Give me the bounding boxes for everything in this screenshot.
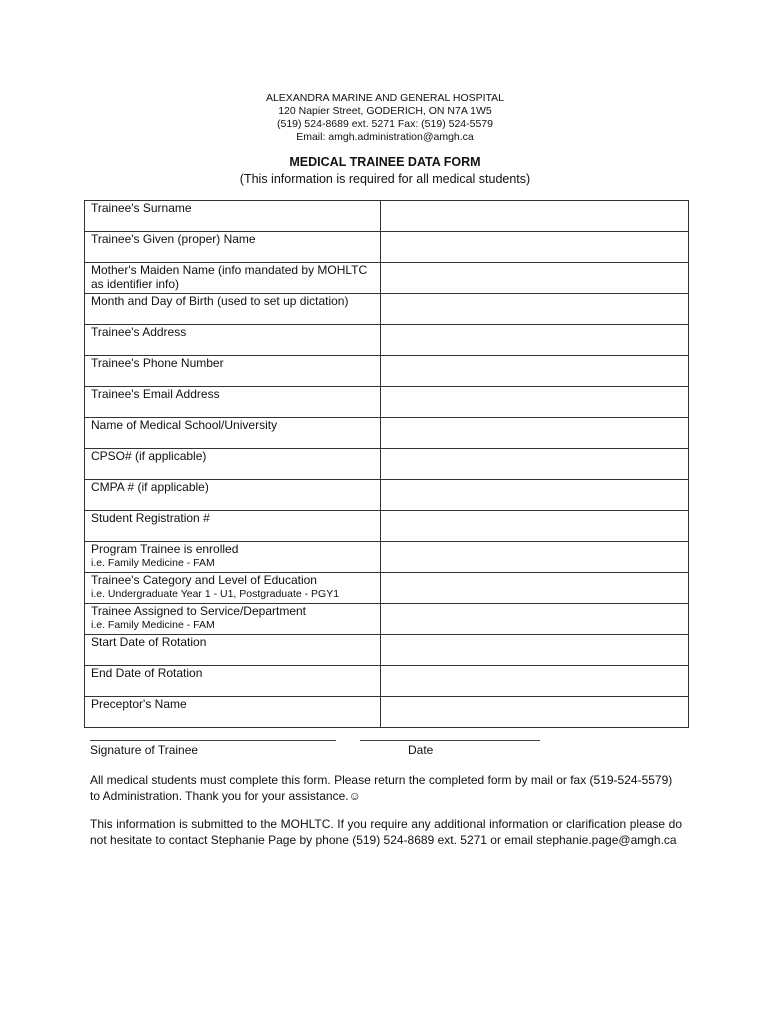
field-label: Trainee's Surname xyxy=(91,201,192,215)
field-label-cell xyxy=(85,511,381,542)
field-label-cell xyxy=(85,263,381,294)
field-value-cell[interactable] xyxy=(381,356,689,387)
field-label: Trainee's Given (proper) Name xyxy=(91,232,256,246)
date-line[interactable] xyxy=(360,728,540,741)
field-label: Trainee's Address xyxy=(91,325,187,339)
field-value-cell[interactable] xyxy=(381,573,689,604)
field-label: CPSO# (if applicable) xyxy=(91,449,207,463)
field-label: Month and Day of Birth (used to set up dictation) xyxy=(91,294,349,308)
field-label: Start Date of Rotation xyxy=(91,635,207,649)
field-input[interactable] xyxy=(381,635,688,664)
field-input[interactable] xyxy=(381,573,688,602)
contact-paragraph: This information is submitted to the MOHLTC. If you require any additional information or clarification please do not hesitate to contact Stephanie Page by phone (519) 524-8689 ext. 5271 or email stephanie.page@amgh.ca xyxy=(90,817,682,847)
field-label-cell xyxy=(85,232,381,263)
hospital-email: Email: amgh.administration@amgh.ca xyxy=(296,131,474,143)
field-input[interactable] xyxy=(381,356,688,385)
table-row xyxy=(85,542,689,573)
form-title: MEDICAL TRAINEE DATA FORM xyxy=(289,155,481,169)
form-title-block xyxy=(0,155,770,187)
field-value-cell[interactable] xyxy=(381,325,689,356)
field-value-cell[interactable] xyxy=(381,666,689,697)
field-label-cell xyxy=(85,604,381,635)
date-label: Date xyxy=(408,743,434,757)
table-row xyxy=(85,480,689,511)
field-value-cell[interactable] xyxy=(381,232,689,263)
field-label-cell xyxy=(85,418,381,449)
field-label-cell xyxy=(85,573,381,604)
field-example: i.e. Family Medicine - FAM xyxy=(91,618,215,631)
signature-line[interactable] xyxy=(90,728,336,741)
field-input[interactable] xyxy=(381,449,688,478)
field-value-cell[interactable] xyxy=(381,635,689,666)
field-label: Trainee's Email Address xyxy=(91,387,220,401)
form-subtitle: (This information is required for all medical students) xyxy=(239,172,531,186)
field-label: CMPA # (if applicable) xyxy=(91,480,209,494)
field-input[interactable] xyxy=(381,325,688,354)
field-input[interactable] xyxy=(381,418,688,447)
field-example: i.e. Family Medicine - FAM xyxy=(91,556,215,569)
table-row xyxy=(85,573,689,604)
field-input[interactable] xyxy=(381,666,688,695)
field-label: Trainee's Phone Number xyxy=(91,356,224,370)
field-label-cell xyxy=(85,201,381,232)
field-value-cell[interactable] xyxy=(381,294,689,325)
field-label: Preceptor's Name xyxy=(91,697,187,711)
field-label: End Date of Rotation xyxy=(91,666,203,680)
hospital-name: ALEXANDRA MARINE AND GENERAL HOSPITAL xyxy=(265,92,505,104)
field-label-cell xyxy=(85,635,381,666)
field-label-cell xyxy=(85,325,381,356)
field-value-cell[interactable] xyxy=(381,263,689,294)
field-label-cell xyxy=(85,542,381,573)
trainee-data-table xyxy=(84,200,689,728)
hospital-address: 120 Napier Street, GODERICH, ON N7A 1W5 xyxy=(278,105,492,117)
field-input[interactable] xyxy=(381,542,688,571)
table-row xyxy=(85,356,689,387)
field-input[interactable] xyxy=(381,387,688,416)
field-label: Program Trainee is enrolled xyxy=(91,542,239,556)
table-row xyxy=(85,697,689,728)
table-row xyxy=(85,418,689,449)
table-row xyxy=(85,263,689,294)
field-label-cell xyxy=(85,294,381,325)
hospital-phone-fax: (519) 524-8689 ext. 5271 Fax: (519) 524-5579 xyxy=(277,118,493,130)
field-value-cell[interactable] xyxy=(381,449,689,480)
table-row xyxy=(85,666,689,697)
field-value-cell[interactable] xyxy=(381,604,689,635)
table-row xyxy=(85,325,689,356)
field-value-cell[interactable] xyxy=(381,418,689,449)
field-input[interactable] xyxy=(381,294,688,323)
field-input[interactable] xyxy=(381,263,688,292)
field-input[interactable] xyxy=(381,604,688,633)
field-label-cell xyxy=(85,697,381,728)
field-example: i.e. Undergraduate Year 1 - U1, Postgraduate - PGY1 xyxy=(91,587,340,600)
field-label: Name of Medical School/University xyxy=(91,418,278,432)
field-label-cell xyxy=(85,387,381,418)
field-value-cell[interactable] xyxy=(381,387,689,418)
field-input[interactable] xyxy=(381,480,688,509)
table-row xyxy=(85,294,689,325)
field-input[interactable] xyxy=(381,201,688,230)
field-label-cell xyxy=(85,666,381,697)
field-value-cell[interactable] xyxy=(381,511,689,542)
field-input[interactable] xyxy=(381,697,688,726)
field-label: Trainee's Category and Level of Education xyxy=(91,573,317,587)
table-row xyxy=(85,232,689,263)
hospital-header xyxy=(0,92,770,144)
table-row xyxy=(85,387,689,418)
field-value-cell[interactable] xyxy=(381,201,689,232)
field-value-cell[interactable] xyxy=(381,480,689,511)
field-input[interactable] xyxy=(381,511,688,540)
signature-label: Signature of Trainee xyxy=(90,743,199,757)
instructions-paragraph: All medical students must complete this form. Please return the completed form by mail or fax (519-524-5579) to Administration. Thank you for your assistance.☺ xyxy=(90,773,673,803)
field-label: Mother's Maiden Name (info mandated by MOHLTC as identifier info) xyxy=(91,263,368,291)
table-row xyxy=(85,604,689,635)
field-value-cell[interactable] xyxy=(381,542,689,573)
field-label-cell xyxy=(85,480,381,511)
table-row xyxy=(85,511,689,542)
table-row xyxy=(85,449,689,480)
field-label-cell xyxy=(85,356,381,387)
field-label: Trainee Assigned to Service/Department xyxy=(91,604,306,618)
table-row xyxy=(85,635,689,666)
field-value-cell[interactable] xyxy=(381,697,689,728)
field-input[interactable] xyxy=(381,232,688,261)
field-label: Student Registration # xyxy=(91,511,210,525)
table-row xyxy=(85,201,689,232)
field-label-cell xyxy=(85,449,381,480)
